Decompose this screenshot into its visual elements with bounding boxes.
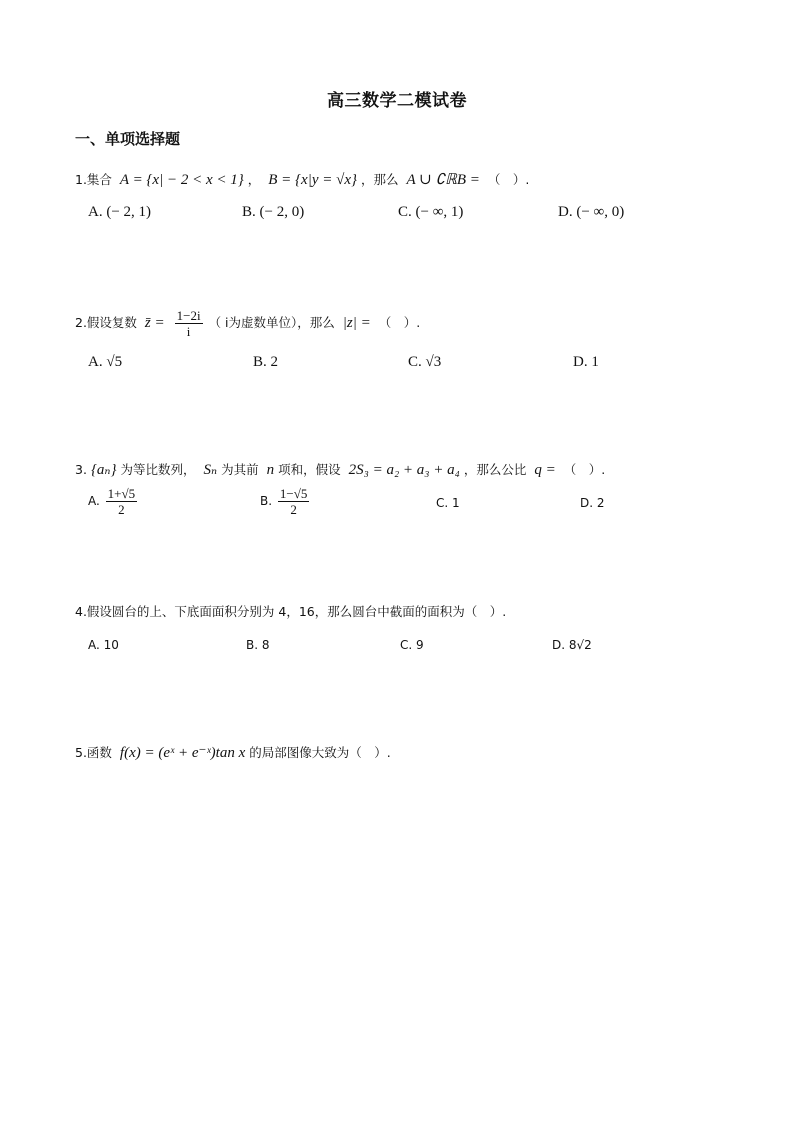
question-3-n: n: [266, 462, 275, 478]
question-2-option-b[interactable]: B. 2: [253, 354, 279, 370]
question-1-option-a[interactable]: A. (− 2, 1): [88, 204, 152, 220]
section-heading: 一、单项选择题: [75, 130, 181, 148]
question-3-stem-f: （ ）.: [563, 462, 606, 477]
question-3-option-d[interactable]: D. 2: [580, 496, 605, 510]
question-5-stem-b: 的局部图像大致为（ ）.: [249, 745, 391, 760]
question-3-stem-a: 3.: [75, 462, 87, 477]
question-2-option-a[interactable]: A. √5: [88, 354, 123, 370]
question-1-set-a: A = {x| − 2 < x < 1}: [119, 172, 244, 188]
question-3-option-a[interactable]: [88, 486, 139, 517]
question-3: [75, 460, 605, 480]
question-3-stem-b: 为等比数列，: [120, 462, 196, 477]
question-3-sequence: {aₙ}: [90, 462, 117, 478]
question-1-option-c[interactable]: C. (− ∞, 1): [398, 204, 464, 220]
question-3-option-b-numerator: 1−√5: [279, 486, 308, 501]
question-4-option-b[interactable]: B. 8: [246, 638, 270, 652]
question-1-separator: ，: [247, 172, 261, 187]
question-3-option-b-fraction: [278, 486, 309, 517]
question-1-stem-a: 1.集合: [75, 172, 112, 187]
exam-title: 高三数学二模试卷: [327, 91, 467, 111]
question-1-stem-c: （ ）.: [487, 172, 530, 187]
question-2-stem-b: （ i为虚数单位），那么: [208, 315, 335, 330]
question-1: [75, 170, 529, 190]
question-1-expression: A ∪ ∁ℝB =: [406, 172, 480, 188]
question-3-ratio: q =: [534, 462, 556, 478]
question-3-option-a-fraction: [106, 486, 137, 517]
question-3-condition: 2S₃ = a₂ + a₃ + a₄: [348, 462, 460, 478]
question-3-stem-d: 项和，假设: [278, 462, 341, 477]
question-2-stem-a: 2.假设复数: [75, 315, 137, 330]
question-2-fraction-numerator: 1−2i: [176, 308, 201, 323]
question-2-fraction: [175, 308, 203, 339]
question-2-modulus: |z| =: [342, 315, 371, 331]
question-2-lhs: z̄ =: [144, 315, 165, 331]
question-1-option-d[interactable]: D. (− ∞, 0): [558, 204, 625, 220]
question-3-stem-c: 为其前: [221, 462, 259, 477]
question-1-set-b: B = {x|y = √x}: [268, 172, 357, 188]
question-3-option-a-denominator: 2: [118, 502, 125, 517]
question-4-option-d[interactable]: D. 8√2: [552, 638, 592, 652]
question-4-option-a[interactable]: A. 10: [88, 638, 119, 652]
question-5-function: f(x) = (eˣ + e⁻ˣ)tan x: [119, 745, 246, 761]
question-5-stem-a: 5.函数: [75, 745, 112, 760]
question-3-option-c[interactable]: C. 1: [436, 496, 460, 510]
question-3-option-b-label: B.: [260, 494, 273, 508]
question-4-option-c[interactable]: C. 9: [400, 638, 424, 652]
question-2-stem-c: （ ）.: [378, 315, 421, 330]
question-2-fraction-denominator: i: [186, 324, 191, 339]
question-4: [75, 602, 506, 622]
question-3-option-b-denominator: 2: [290, 502, 297, 517]
question-3-stem-e: ，那么公比: [463, 462, 527, 477]
question-3-partial-sum: Sₙ: [203, 462, 218, 478]
question-2-option-c[interactable]: C. √3: [408, 354, 442, 370]
question-3-option-a-numerator: 1+√5: [107, 486, 136, 501]
question-3-option-a-label: A.: [88, 494, 100, 508]
question-2-option-d[interactable]: D. 1: [573, 354, 599, 370]
question-2: [75, 308, 420, 339]
question-4-stem: 4.假设圆台的上、下底面面积分别为 4，16，那么圆台中截面的面积为（ ）.: [75, 604, 507, 619]
question-1-stem-b: ，那么: [360, 172, 399, 187]
question-5: [75, 743, 391, 763]
question-3-option-b[interactable]: [260, 486, 311, 517]
question-1-option-b[interactable]: B. (− 2, 0): [242, 204, 305, 220]
